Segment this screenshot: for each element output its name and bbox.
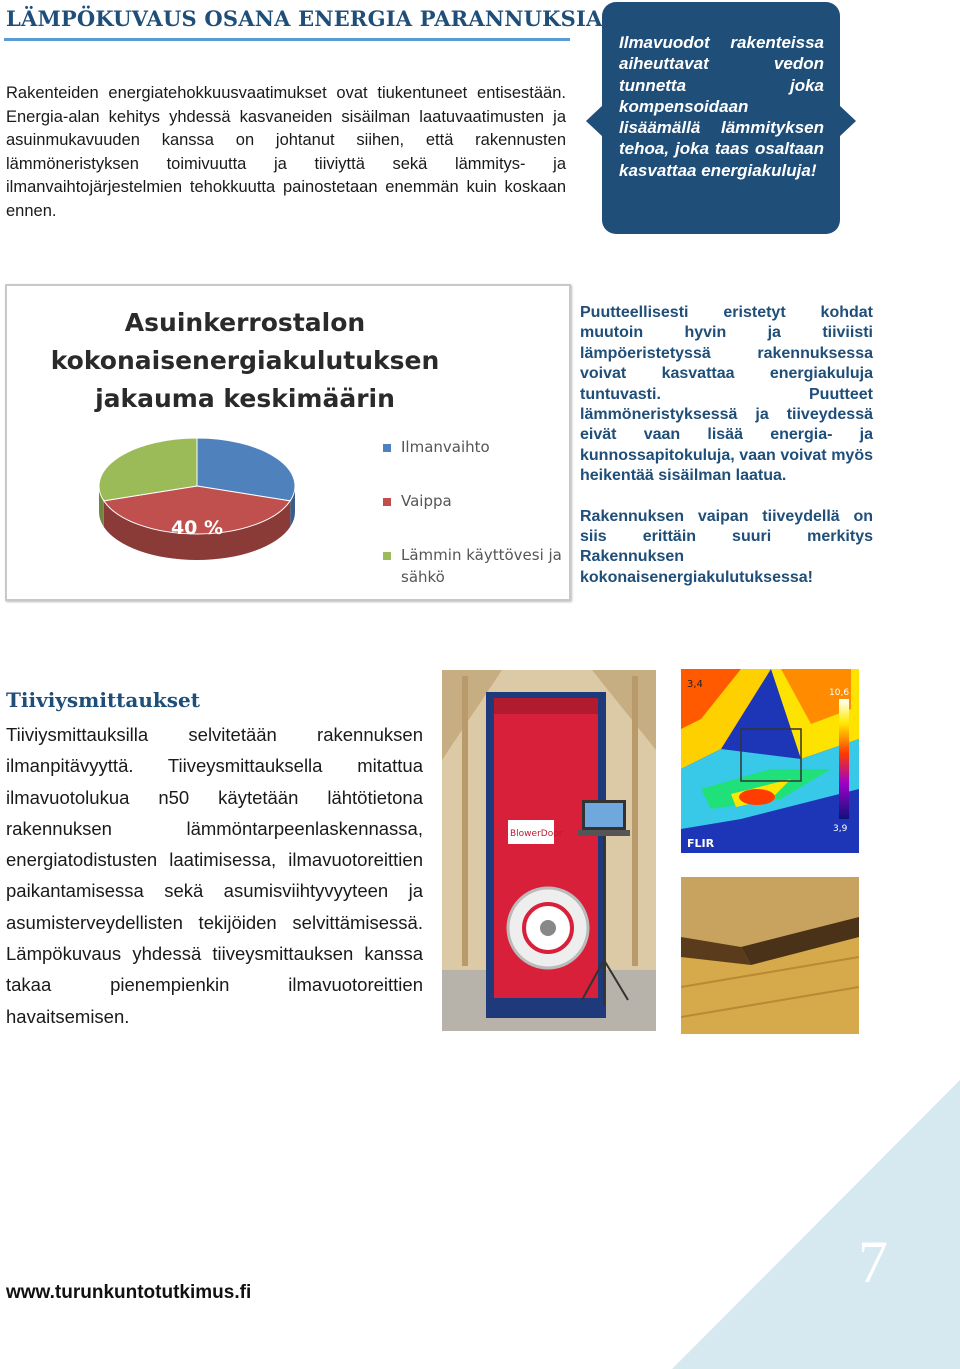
thermal-reading: 3,4 <box>687 679 703 690</box>
title-underline <box>4 38 570 41</box>
energy-pie-chart <box>5 284 571 601</box>
flir-logo: FLIR <box>687 837 715 850</box>
chart-title-line: kokonaisenergiakulutuksen <box>50 346 440 375</box>
thermal-image-photo <box>681 669 859 853</box>
section-title: Tiiviysmittaukset <box>6 688 200 712</box>
chart-title-line: Asuinkerrostalon <box>124 308 366 337</box>
thermal-image-illustration <box>681 669 859 853</box>
side-paragraph: Rakennuksen vaipan tiiveydellä on siis erittäin suuri merkitys Rakennuksen kokonaisenergiakulutuksessa! <box>580 507 873 586</box>
section-body: Tiiviysmittauksilla selvitetään rakennuksen ilmanpitävyyttä. Tiiveysmittauksella mitattua ilmavuotolukua n50 käytetään lähtötietona rakennuksen lämmöntarpeenlaskennassa, energiatodistusten laatimisessa, ilmavuotoreittien paikantamisessa sekä asumisviihtyvyyteen ja asumisterveydellisten tekijöiden selvittämisessä. Lämpökuvaus yhdessä tiiveysmittauksen kanssa takaa pienempienkin ilmavuotoreittien havaitsemisen. <box>6 724 423 1027</box>
legend-swatch <box>383 498 391 506</box>
pie-data-label: 40 % <box>170 516 224 539</box>
blower-door-illustration <box>442 670 656 1031</box>
callout-text: Ilmavuodot rakenteissa aiheuttavat vedon tunnetta joka kompensoidaan lisäämällä lämmityksen tehoa, joka taas osaltaan kasvattaa energiakuluja! <box>619 33 824 180</box>
callout-box <box>602 2 840 234</box>
floor-corner-illustration <box>681 877 859 1034</box>
chart-title-line: jakauma keskimäärin <box>95 384 395 413</box>
page-title: LÄMPÖKUVAUS OSANA ENERGIA PARANNUKSIA <box>6 6 603 31</box>
legend-swatch <box>383 444 391 452</box>
side-text-block <box>580 303 873 588</box>
footer-website-link[interactable]: www.turunkuntotutkimus.fi <box>6 1282 252 1303</box>
page-number: 7 <box>858 1229 888 1295</box>
callout-right-point <box>839 105 856 137</box>
thermal-scale-min: 3,9 <box>833 824 848 834</box>
thermal-scale-max: 10,6 <box>829 688 850 698</box>
intro-paragraph: Rakenteiden energiatehokkuusvaatimukset ovat tiukentuneet entisestään. Energia-alan kehitys yhdessä kasvaneiden sisäilman laatuvaatimusten ja asuinmukavuuden kanssa on johtanut siihen, että rakennusten lämmöneristyksen toimivuutta ja tiiviyttä sekä lämmitys- ja ilmanvaihtojärjestelmien tehokkuutta painostetaan enemmän kuin koskaan ennen. <box>6 84 566 220</box>
callout-left-point <box>586 105 603 137</box>
legend-swatch <box>383 552 391 560</box>
legend-label: Vaippa <box>401 492 452 510</box>
side-paragraph: Puutteellisesti eristetyt kohdat muutoin hyvin ja tiiviisti lämpöeristetyssä rakennuksessa voivat kasvattaa energiakuluja tuntuvasti. Puutteet lämmöneristyksessä ja tiiveydessä eivät vaan lisää energia- ja kunnossapitokuluja, vaan voivat myös heikentää sisäilman laatua. <box>580 304 873 485</box>
floor-corner-photo <box>681 877 859 1034</box>
legend-label: Lämmin käyttövesi ja sähkö <box>401 546 562 586</box>
blower-door-photo <box>442 670 656 1031</box>
legend-label: Ilmanvaihto <box>401 438 490 456</box>
door-brand-label: BlowerDoor <box>510 829 563 839</box>
